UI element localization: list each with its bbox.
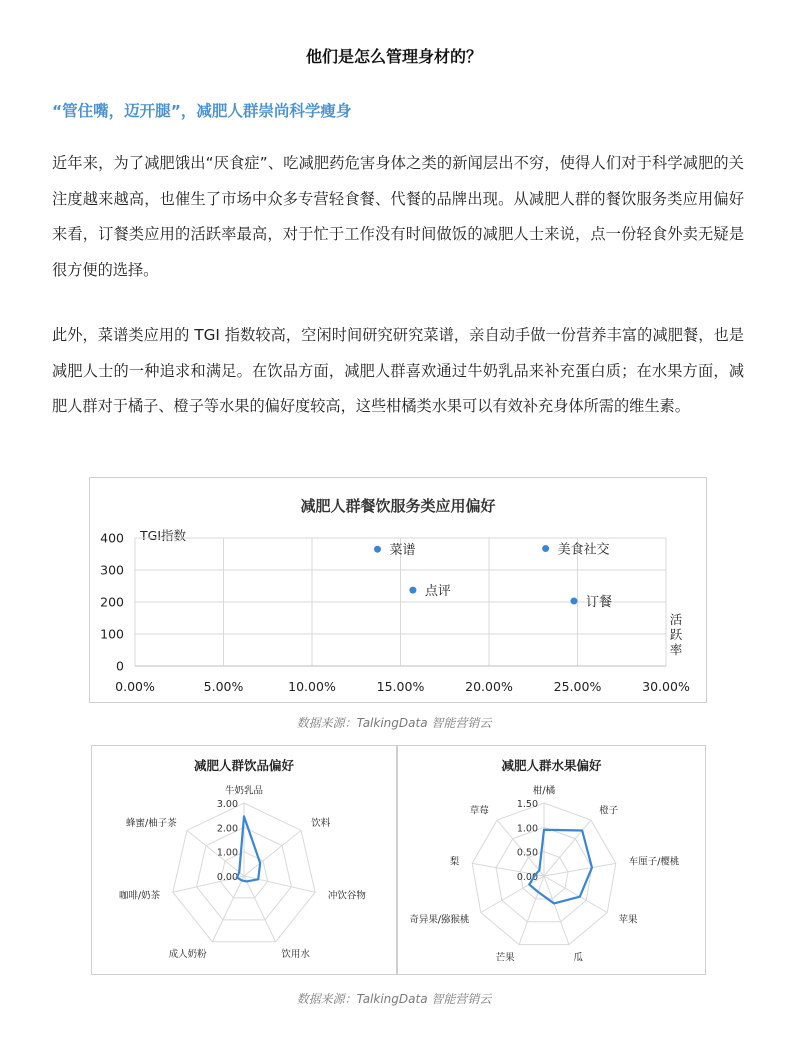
x-tick-label: 10.00% bbox=[288, 679, 336, 694]
radar-axis-label: 车厘子/樱桃 bbox=[628, 856, 680, 868]
radar-axis-label: 苹果 bbox=[618, 914, 638, 926]
source-note-1: 数据来源：TalkingData 智能营销云 bbox=[296, 716, 492, 730]
radar-tick-label: 1.50 bbox=[516, 799, 538, 810]
radar-spoke bbox=[244, 876, 276, 942]
y-tick-label: 400 bbox=[100, 530, 124, 546]
radar-axis-label: 橙子 bbox=[599, 805, 619, 817]
radar-chart-fruits bbox=[398, 746, 705, 974]
radar-spoke bbox=[544, 863, 616, 876]
point-label: 点评 bbox=[424, 584, 451, 600]
radar-axis-label: 饮用水 bbox=[281, 948, 310, 960]
radar-axis-label: 蜂蜜/柚子茶 bbox=[126, 817, 177, 829]
source-note-2: 数据来源：TalkingData 智能营销云 bbox=[296, 992, 492, 1006]
x-tick-label: 30.00% bbox=[642, 679, 690, 694]
scatter-point bbox=[409, 587, 416, 594]
x-tick-label: 5.00% bbox=[203, 679, 244, 694]
scatter-point bbox=[374, 546, 381, 553]
radar-axis-label: 饮料 bbox=[311, 817, 331, 829]
radar-chart-drinks bbox=[92, 746, 396, 974]
radar-tick-label: 1.00 bbox=[516, 823, 538, 835]
radar-axis-label: 咖啡/奶茶 bbox=[118, 890, 161, 902]
point-label: 菜谱 bbox=[389, 543, 416, 559]
radar-tick-label: 0.50 bbox=[516, 847, 538, 859]
radar-axis-label: 柑/橘 bbox=[532, 785, 556, 797]
x-tick-label: 0.00% bbox=[115, 679, 155, 694]
y-tick-label: 0 bbox=[116, 658, 124, 674]
radar-spoke bbox=[244, 830, 301, 876]
section-subtitle: “管住嘴，迈开腿”，减肥人群崇尚科学瘦身 bbox=[52, 102, 352, 120]
radar-tick-label: 0.00 bbox=[216, 872, 238, 883]
y-tick-label: 300 bbox=[100, 562, 124, 578]
radar-tick-label: 1.00 bbox=[216, 847, 238, 859]
chart-title: 减肥人群饮品偏好 bbox=[193, 758, 295, 773]
radar-axis-label: 冲饮谷物 bbox=[327, 890, 366, 902]
radar-axis-label: 成人奶粉 bbox=[168, 948, 207, 960]
paragraph-1: 近年来，为了减肥饿出“厌食症”、吃减肥药危害身体之类的新闻层出不穷，使得人们对于科学减肥的关注度越来越高，也催生了市场中众多专营轻食餐、代餐的品牌出现。从减肥人群的餐饮服务类应用偏好来看，订餐类应用的活跃率最高，对于忙于工作没有时间做饭的减肥人士来说，点一份轻食外卖无疑是很方便的选择。 bbox=[52, 154, 744, 279]
radar-tick-label: 2.00 bbox=[216, 823, 238, 835]
scatter-chart-frame bbox=[89, 477, 707, 703]
y-tick-label: 200 bbox=[100, 594, 124, 610]
radar-axis-label: 草莓 bbox=[469, 805, 489, 817]
radar-axis-label: 芒果 bbox=[495, 952, 515, 964]
y-axis-label: TGI指数 bbox=[140, 528, 187, 543]
radar-axis-label: 奇异果/猕猴桃 bbox=[409, 914, 470, 926]
page-title: 他们是怎么管理身材的？ bbox=[305, 47, 482, 66]
x-tick-label: 15.00% bbox=[376, 679, 425, 694]
radar-spoke bbox=[244, 876, 315, 892]
radar-spoke bbox=[544, 876, 607, 913]
radar-spoke bbox=[212, 876, 244, 942]
paragraph-2: 此外，菜谱类应用的 TGI 指数较高，空闲时间研究研究菜谱，亲自动手做一份营养丰富的减肥餐，也是减肥人士的一种追求和满足。在饮品方面，减肥人群喜欢通过牛奶乳品来补充蛋白质；在水果方面，减肥人群对于橘子、橙子等水果的偏好度较高，这些柑橘类水果可以有效补充身体所需的维生素。 bbox=[52, 326, 744, 415]
point-label: 美食社交 bbox=[557, 542, 610, 558]
scatter-point bbox=[570, 598, 577, 605]
radar-axis-label: 梨 bbox=[449, 856, 460, 868]
x-axis-label: 活跃率 bbox=[669, 612, 683, 657]
chart-title: 减肥人群水果偏好 bbox=[501, 758, 602, 773]
radar-chart-fruits-frame bbox=[397, 745, 706, 975]
radar-tick-label: 0.00 bbox=[516, 872, 538, 883]
radar-axis-label: 牛奶乳品 bbox=[224, 785, 264, 797]
radar-series-line bbox=[237, 816, 260, 881]
radar-tick-label: 3.00 bbox=[216, 799, 238, 810]
point-label: 订餐 bbox=[585, 595, 612, 611]
radar-axis-label: 瓜 bbox=[573, 952, 583, 964]
scatter-chart bbox=[90, 478, 706, 702]
y-tick-label: 100 bbox=[100, 626, 124, 642]
chart-title: 减肥人群餐饮服务类应用偏好 bbox=[300, 497, 496, 515]
x-tick-label: 25.00% bbox=[553, 679, 602, 694]
radar-chart-drinks-frame bbox=[91, 745, 397, 975]
scatter-point bbox=[542, 545, 549, 552]
radar-spoke bbox=[544, 820, 591, 876]
x-tick-label: 20.00% bbox=[465, 679, 513, 694]
